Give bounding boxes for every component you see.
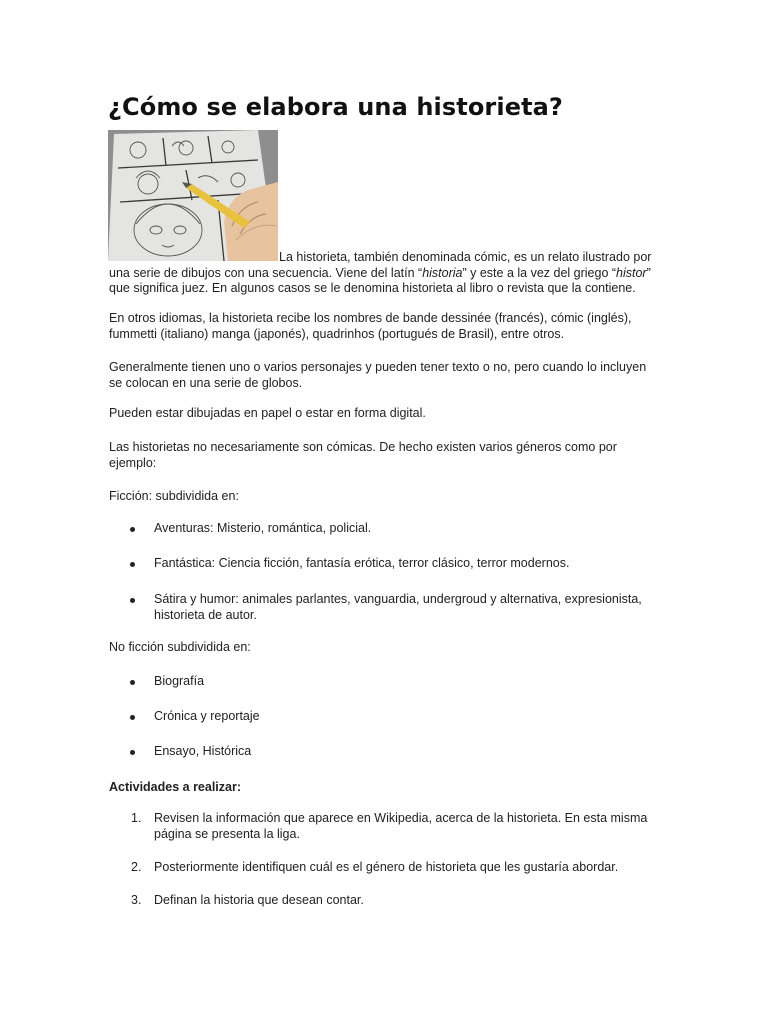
genres-paragraph: Las historietas no necesariamente son cómicas. De hecho existen varios géneros como por ejemplo: (109, 440, 617, 470)
list-bullet (130, 745, 140, 761)
list-bullet (130, 593, 140, 609)
intro-line-3: que significa juez. En algunos casos se le denomina historieta al libro o revista que la contiene. (109, 281, 636, 295)
list-number: 2. (131, 860, 142, 874)
fiction-heading: Ficción: subdividida en: (109, 489, 239, 503)
list-bullet (130, 557, 140, 573)
list-number: 3. (131, 893, 142, 907)
list-bullet (130, 675, 140, 691)
list-item: Fantástica: Ciencia ficción, fantasía erótica, terror clásico, terror modernos. (154, 556, 570, 570)
activity-item: Definan la historia que desean contar. (154, 893, 364, 907)
comic-drawing-illustration (108, 130, 278, 261)
page-title: ¿Cómo se elabora una historieta? (108, 93, 563, 121)
list-item: Aventuras: Misterio, romántica, policial. (154, 521, 372, 535)
list-number: 1. (131, 811, 142, 825)
activities-heading: Actividades a realizar: (109, 780, 242, 794)
languages-paragraph: En otros idiomas, la historieta recibe los nombres de bande dessinée (francés), cómic (inglés), fummetti (italiano) manga (japonés), quadrinhos (portugués de Brasil), entre otros. (109, 311, 632, 341)
list-bullet (130, 522, 140, 538)
list-bullet (130, 710, 140, 726)
list-item: Biografía (154, 674, 205, 688)
intro-line-1: La historieta, también denominada cómic, es un relato ilustrado por (279, 250, 652, 264)
activity-item: Posteriormente identifiquen cuál es el género de historieta que les gustaría abordar. (154, 860, 619, 874)
list-item: Crónica y reportaje (154, 709, 260, 723)
latin-word: historia (422, 265, 463, 280)
intro-line-2b: ” y este a la vez del griego “ (462, 265, 617, 280)
greek-word: histor (616, 265, 647, 280)
list-item: Ensayo, Histórica (154, 744, 252, 758)
media-paragraph: Pueden estar dibujadas en papel o estar en forma digital. (109, 406, 426, 420)
characters-paragraph: Generalmente tienen uno o varios personajes y pueden tener texto o no, pero cuando lo incluyen se colocan en una serie de globos. (109, 360, 647, 390)
intro-line-2a: una serie de dibujos con una secuencia. Viene del latín “ (109, 265, 423, 280)
activity-item: Revisen la información que aparece en Wikipedia, acerca de la historieta. En esta misma página se presenta la liga. (154, 811, 648, 841)
intro-line-2c: ” (646, 265, 651, 280)
nonfiction-heading: No ficción subdividida en: (109, 640, 251, 654)
intro-paragraph (109, 250, 654, 297)
list-item: Sátira y humor: animales parlantes, vanguardia, undergroud y alternativa, expresionista, historieta de autor. (154, 592, 642, 622)
